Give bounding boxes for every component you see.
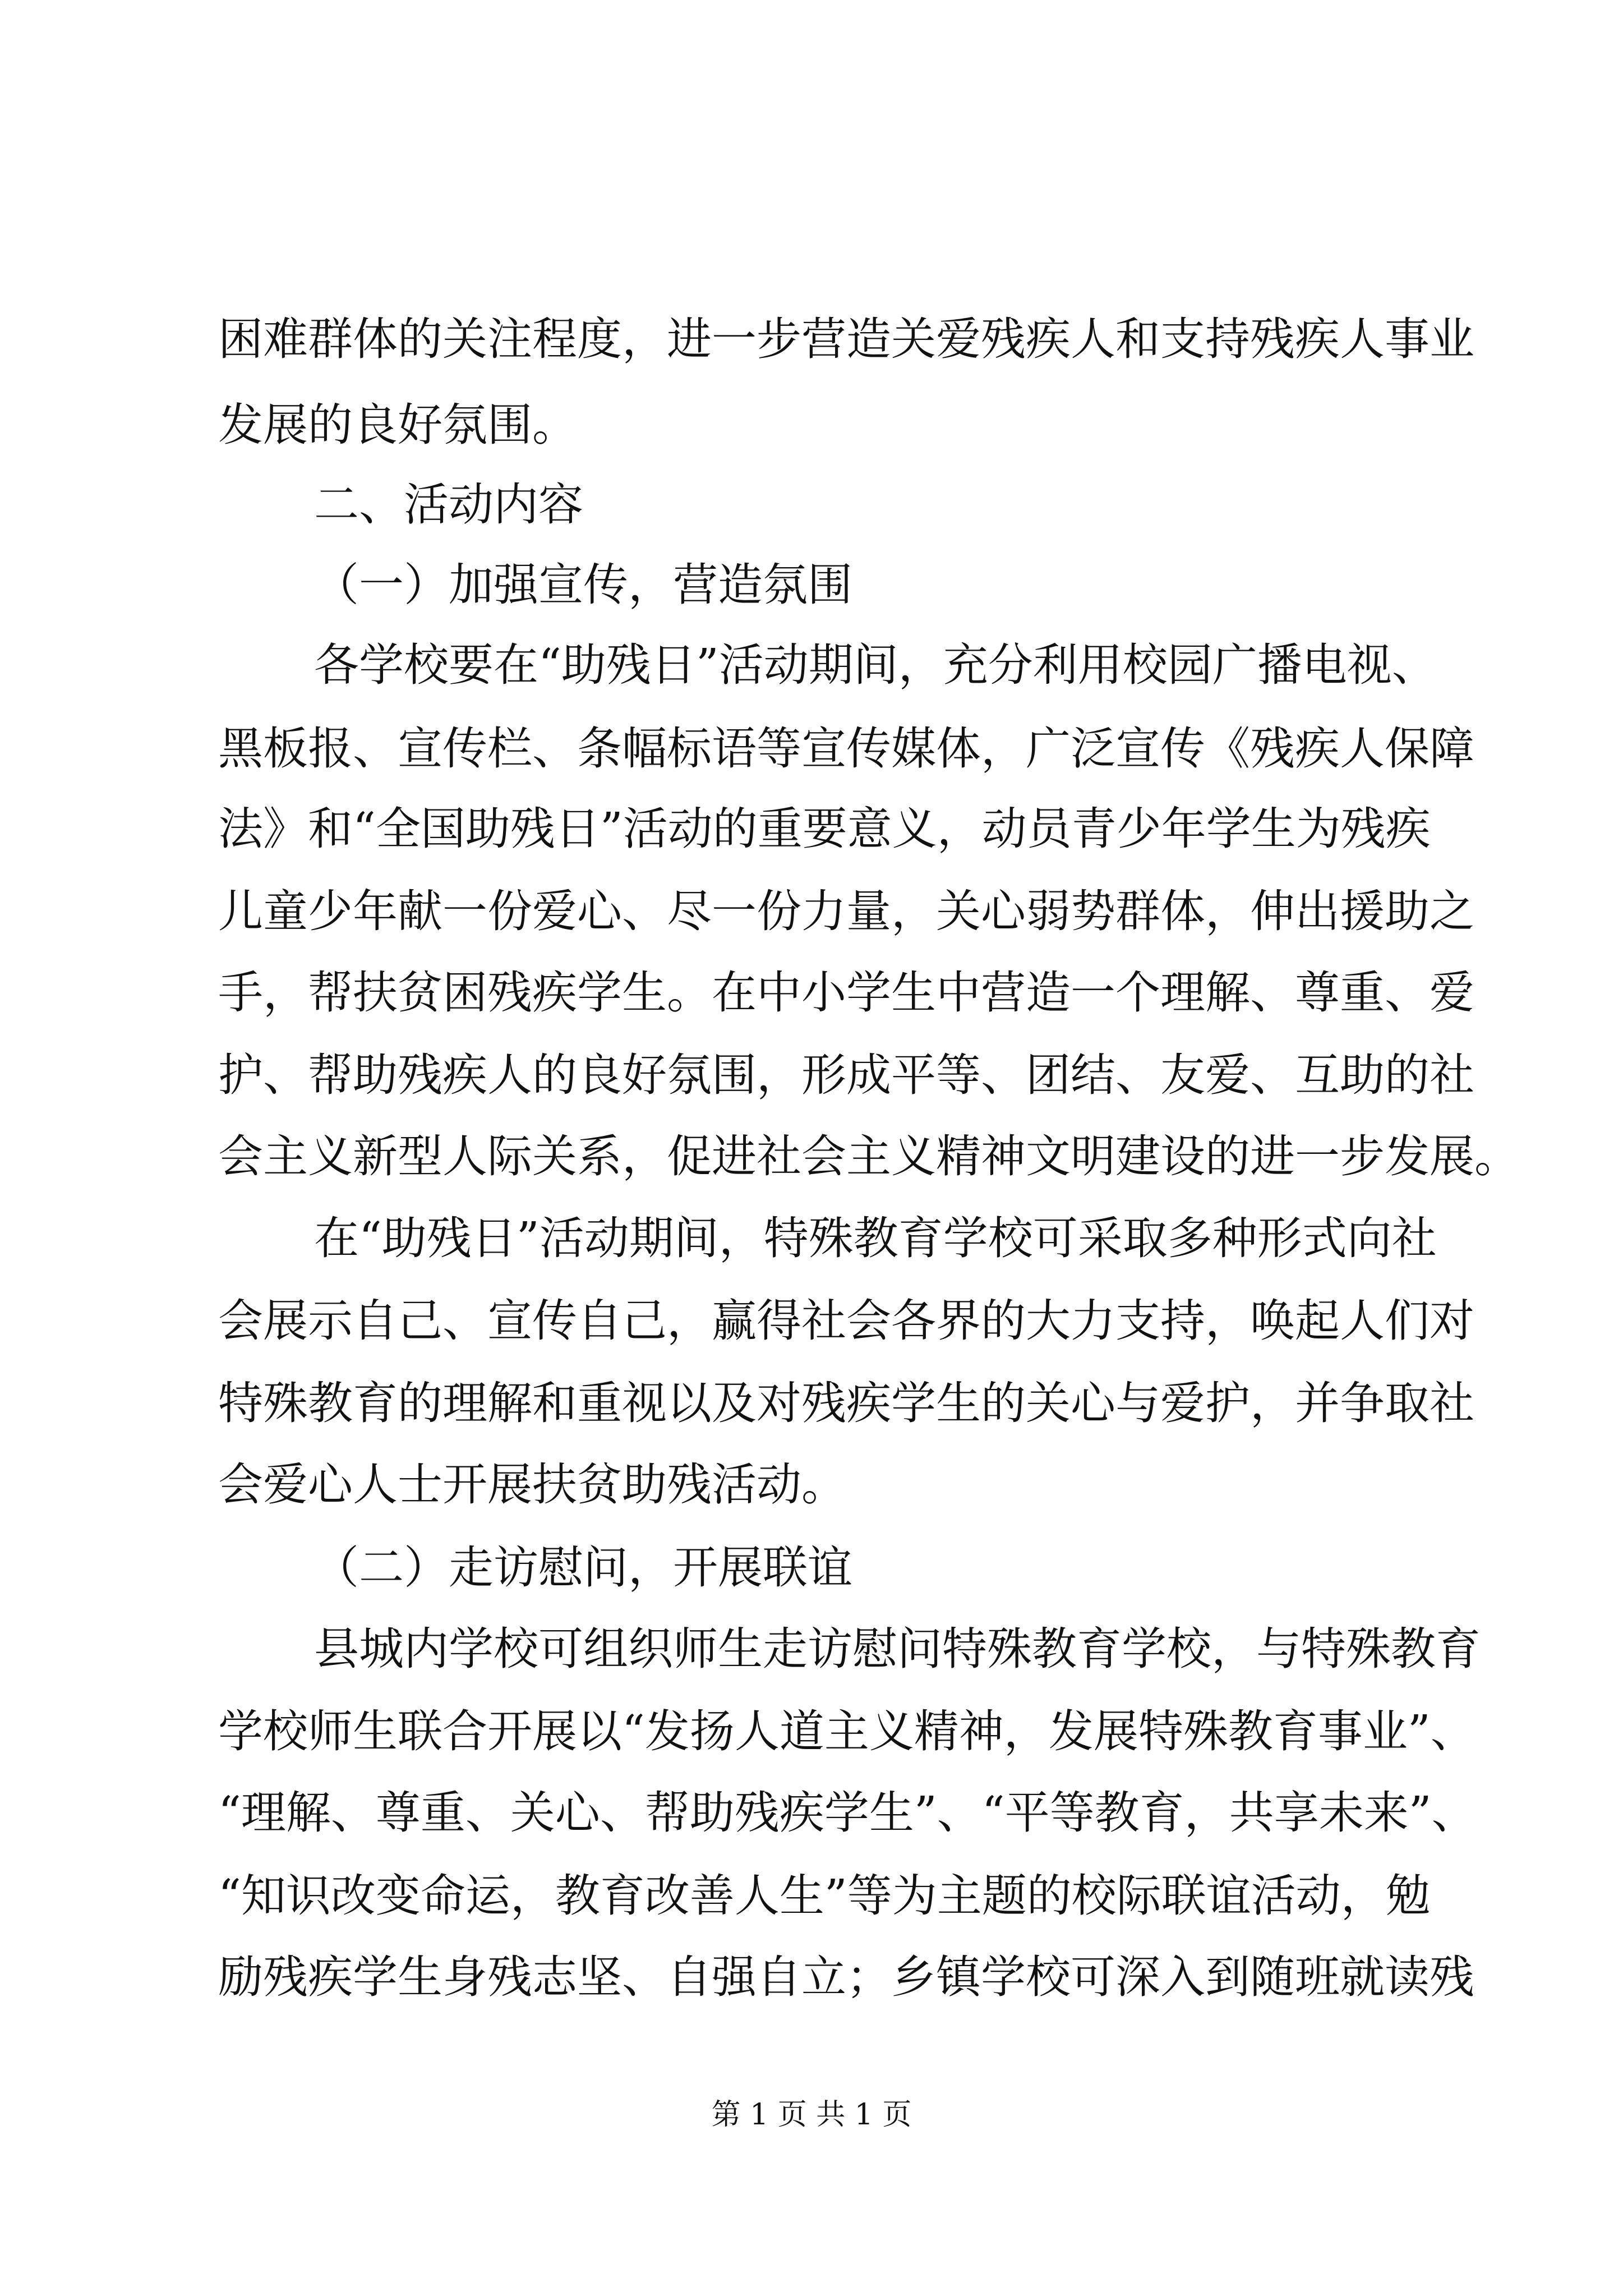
text-line: 会主义新型人际关系，促进社会主义精神文明建设的进一步发展。 <box>218 1130 1519 1182</box>
subsection-heading: （一）加强宣传，营造氛围 <box>314 559 852 611</box>
text-line: 会爱心人士开展扶贫助残活动。 <box>218 1458 846 1511</box>
text-line: 手，帮扶贫困残疾学生。在中小学生中营造一个理解、尊重、爱 <box>218 967 1474 1019</box>
text-line: 发展的良好氛围。 <box>218 399 577 451</box>
text-line: 困难群体的关注程度，进一步营造关爱残疾人和支持残疾人事业 <box>218 313 1474 365</box>
text-line: 各学校要在“助残日”活动期间，充分利用校园广播电视、 <box>314 639 1437 691</box>
text-line: 励残疾学生身残志坚、自强自立；乡镇学校可深入到随班就读残 <box>218 1951 1474 2003</box>
text-line: 学校师生联合开展以“发扬人道主义精神，发展特殊教育事业”、 <box>218 1705 1476 1757</box>
text-line: “理解、尊重、关心、帮助残疾学生”、“平等教育，共享未来”、 <box>218 1787 1477 1839</box>
text-line: 特殊教育的理解和重视以及对残疾学生的关心与爱护，并争取社 <box>218 1377 1474 1429</box>
section-heading: 二、活动内容 <box>314 478 583 531</box>
text-line: 护、帮助残疾人的良好氛围，形成平等、团结、友爱、互助的社 <box>218 1049 1474 1101</box>
page-footer: 第 1 页 共 1 页 <box>711 2098 912 2132</box>
text-line: 儿童少年献一份爱心、尽一份力量，关心弱势群体，伸出援助之 <box>218 885 1474 937</box>
text-line: 会展示自己、宣传自己，赢得社会各界的大力支持，唤起人们对 <box>218 1295 1474 1347</box>
text-line: 法》和“全国助残日”活动的重要意义，动员青少年学生为残疾 <box>218 803 1431 855</box>
subsection-heading: （二）走访慰问，开展联谊 <box>314 1542 852 1594</box>
text-line: 黑板报、宣传栏、条幅标语等宣传媒体，广泛宣传《残疾人保障 <box>218 723 1474 775</box>
text-line: 县城内学校可组织师生走访慰问特殊教育学校，与特殊教育 <box>314 1623 1481 1675</box>
text-line: 在“助残日”活动期间，特殊教育学校可采取多种形式向社 <box>314 1212 1437 1264</box>
text-line: “知识改变命运，教育改善人生”等为主题的校际联谊活动，勉 <box>218 1870 1431 1922</box>
